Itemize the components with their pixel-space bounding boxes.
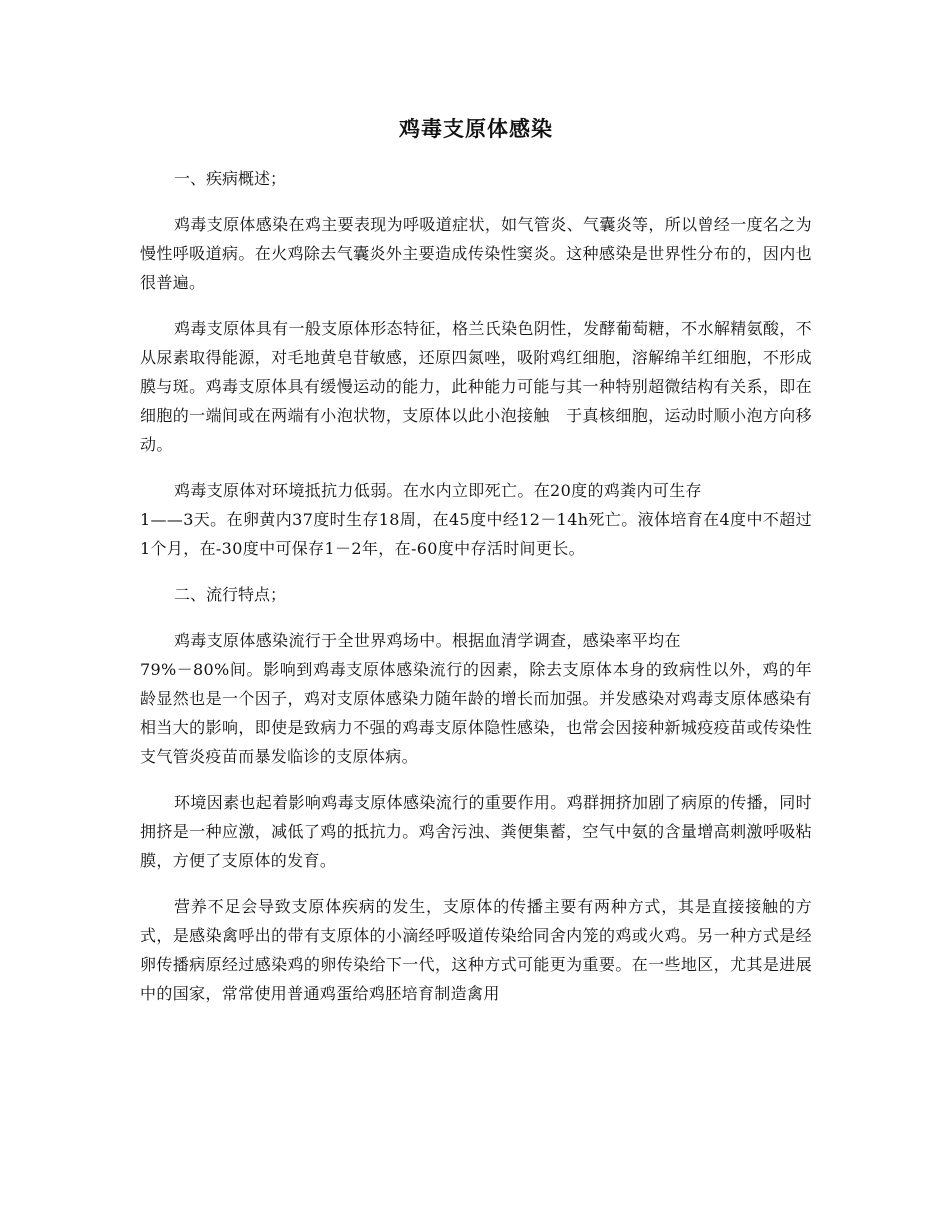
document-page [140, 108, 812, 1025]
paragraph-pathogen-characteristics: 鸡毒支原体具有一般支原体形态特征，格兰氏染色阴性，发酵葡萄糖，不水解精氨酸，不从尿素取得能源，对毛地黄皂苷敏感，还原四氮唑，吸附鸡红细胞，溶解绵羊红细胞，不形成膜与斑。鸡毒支原体具有缓慢运动的能力，此种能力可能与其一种特别超微结构有关系，即在细胞的一端间或在两端有小泡状物，支原体以此小泡接触 于真核细胞，运动时顺小泡方向移动。 [140, 319, 812, 454]
section-heading-epidemiology: 二、流行特点； [174, 585, 287, 604]
paragraph-environment-factors: 环境因素也起着影响鸡毒支原体感染流行的重要作用。鸡群拥挤加剧了病原的传播，同时拥挤是一种应激，减低了鸡的抵抗力。鸡舍污浊、粪便集蓄，空气中氨的含量增高刺激呼吸粘膜，方便了支原体的发育。 [140, 793, 812, 870]
paragraph-disease-summary: 鸡毒支原体感染在鸡主要表现为呼吸道症状，如气管炎、气囊炎等，所以曾经一度名之为慢性呼吸道病。在火鸡除去气囊炎外主要造成传染性窦炎。这种感染是世界性分布的，因内也很普遍。 [140, 215, 812, 292]
paragraph-transmission: 营养不足会导致支原体疾病的发生，支原体的传播主要有两种方式，其是直接接触的方式，是感染禽呼出的带有支原体的小滴经呼吸道传染给同舍内笼的鸡或火鸡。另一种方式是经卵传播病原经过感染鸡的卵传染给下一代，这种方式可能更为重要。在一些地区，尤其是进展中的国家，常常使用普通鸡蛋给鸡胚培育制造禽用 [140, 897, 812, 1003]
paragraph-environmental-resistance: 鸡毒支原体对环境抵抗力低弱。在水内立即死亡。在20度的鸡粪内可生存 1——3天。在卵黄内37度时生存18周，在45度中经12－14h死亡。液体培育在4度中不超过1个月，在-30度中可保存1－2年，在-60度中存活时间更长。 [140, 481, 812, 558]
paragraph-prevalence: 鸡毒支原体感染流行于全世界鸡场中。根据血清学调查，感染率平均在 79%－80%间。影响到鸡毒支原体感染流行的因素，除去支原体本身的致病性以外，鸡的年龄显然也是一个因子，鸡对支原体感染力随年龄的增长而加强。并发感染对鸡毒支原体感染有相当大的影响，即使是致病力不强的鸡毒支原体隐性感染，也常会因接种新城疫疫苗或传染性支气管炎疫苗而暴发临诊的支原体病。 [140, 631, 812, 766]
section-heading-disease-overview: 一、疾病概述； [174, 169, 287, 188]
document-title: 鸡毒支原体感染 [399, 117, 553, 141]
